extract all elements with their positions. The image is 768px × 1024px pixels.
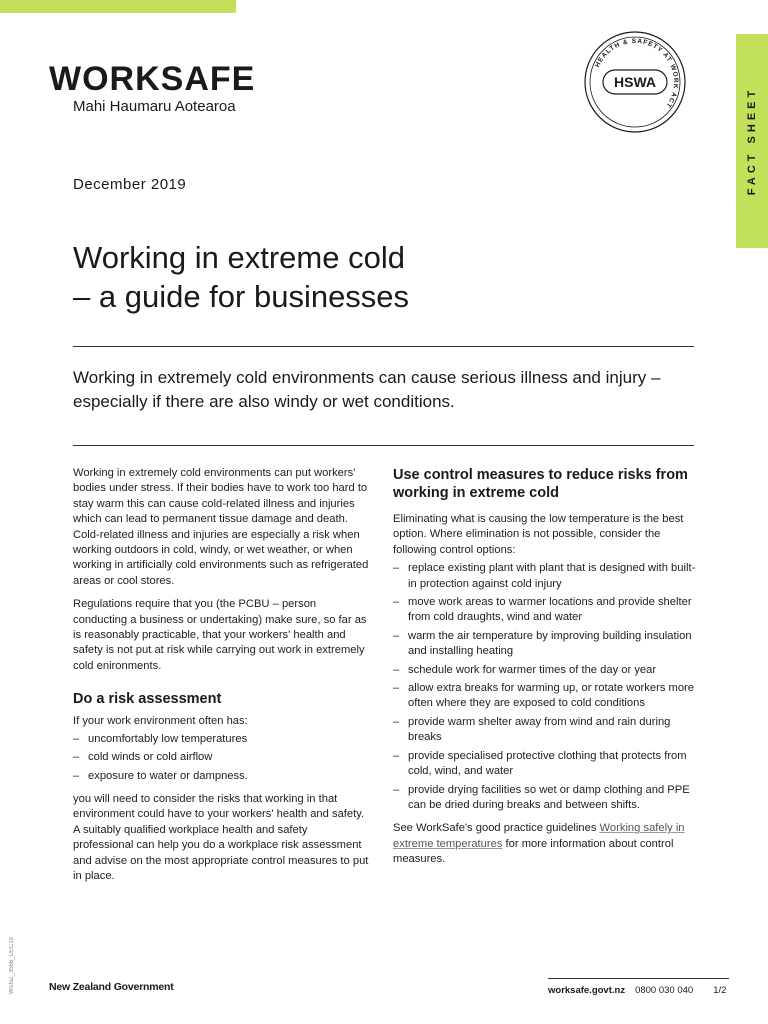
list-item: – provide specialised protective clothing that protects from cold, wind, and water: [393, 749, 698, 780]
list-item: – warm the air temperature by improving building insulation and installing heating: [393, 629, 698, 660]
seal-text: HSWA: [614, 74, 656, 90]
footer: [548, 985, 726, 996]
page-title: [73, 238, 409, 316]
top-accent-bar: [0, 0, 236, 13]
nz-government-logo: New Zealand Government: [49, 981, 174, 993]
footer-divider: [548, 978, 729, 979]
page-number: 1/2: [713, 985, 727, 996]
document-code: WSNZ_3566_DEC19: [9, 937, 15, 995]
list-item: – cold winds or cold airflow: [73, 750, 370, 765]
divider-bottom: [73, 445, 694, 446]
risk-assessment-heading: Do a risk assessment: [73, 691, 222, 708]
see-guidelines: [393, 821, 698, 867]
control-list: [393, 561, 698, 813]
intro-text: Working in extremely cold environments can cause serious illness and injury – especially if there are also windy or wet conditions.: [73, 368, 661, 411]
guidelines-link[interactable]: Working safely in extreme temperatures: [393, 822, 685, 850]
svg-text:HEALTH & SAFETY AT WORK ACT: HEALTH & SAFETY AT WORK ACT: [594, 37, 680, 110]
list-item: – provide drying facilities so wet or damp clothing and PPE can be dried during breaks and between shifts.: [393, 783, 698, 814]
left-para-2: Regulations require that you (the PCBU – person conducting a business or undertaking) make sure, so far as is reasonably practicable, that your workers' health and safety is not put at risk while carrying out work in extremely cold enironments.: [73, 598, 367, 672]
footer-website[interactable]: worksafe.govt.nz: [548, 985, 626, 996]
list-item: – exposure to water or dampness.: [73, 769, 370, 784]
risk-list: [73, 732, 370, 784]
left-para-3: you will need to consider the risks that working in that environment could have to your workers' health and safety. A suitably qualified workplace health and safety professional can help you do a workplace risk assessment and advise on the most appropriate control measures to put in place.: [73, 792, 369, 882]
right-para-1: Eliminating what is causing the low temperature is the best option. Where elimination is not possible, consider the following control options:: [393, 513, 684, 556]
logo-tagline: Mahi Haumaru Aotearoa: [73, 98, 236, 115]
fact-sheet-tab: [736, 34, 768, 248]
list-item: – schedule work for warmer times of the day or year: [393, 663, 698, 678]
worksafe-logo: [49, 62, 255, 115]
control-measures-heading: Use control measures to reduce risks from working in extreme cold: [393, 467, 688, 501]
title-line-1: Working in extreme cold: [73, 240, 405, 275]
list-item: – move work areas to warmer locations and provide shelter from cold draughts, wind and water: [393, 595, 698, 626]
footer-phone: 0800 030 040: [635, 985, 694, 996]
left-para-1: Working in extremely cold environments can put workers' bodies under stress. If their bodies have to work too hard to stay warm this can cause cold-related illness and injuries which can lead to permanent tissue damage and death. Cold-related illness and injuries are especially a risk when working outdoors in cold, windy, or wet weather, or when working in artificially cold environments such as refrigerated areas or cool stores.: [73, 467, 369, 587]
divider-top: [73, 346, 694, 347]
list-item: – uncomfortably low temperatures: [73, 732, 370, 747]
list-item: – allow extra breaks for warming up, or rotate workers more often where they are exposed to cold conditions: [393, 681, 698, 712]
left-column: [73, 466, 370, 892]
see-text-pre: See WorkSafe's good practice guidelines: [393, 822, 600, 835]
right-column: [393, 466, 698, 876]
title-line-2: – a guide for businesses: [73, 279, 410, 314]
list-item: – replace existing plant with plant that is designed with built-in protection against cold injury: [393, 561, 698, 592]
risk-lead: If your work environment often has:: [73, 715, 248, 728]
fact-sheet-label: FACT SHEET: [746, 86, 758, 196]
hswa-seal-icon: [583, 30, 687, 134]
publication-date: December 2019: [73, 176, 187, 193]
logo-wordmark: WORKSAFE: [49, 60, 256, 98]
see-text-post: for more information about control measures.: [393, 837, 674, 866]
list-item: – provide warm shelter away from wind and rain during breaks: [393, 715, 698, 746]
